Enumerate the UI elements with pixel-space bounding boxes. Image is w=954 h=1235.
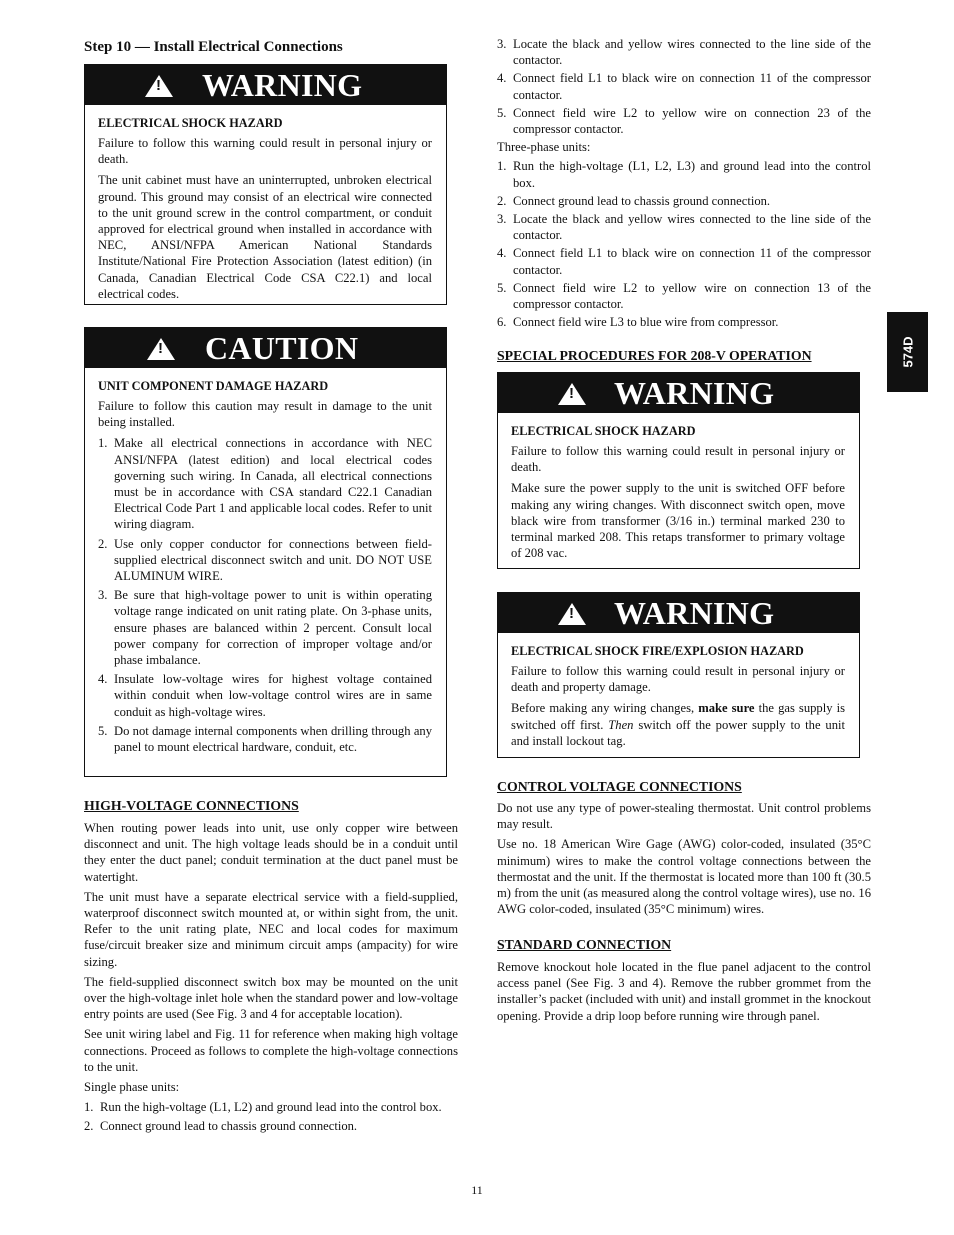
warning-box-fire xyxy=(497,592,860,758)
hazard-title: ELECTRICAL SHOCK HAZARD xyxy=(98,116,283,130)
warning-text: The unit cabinet must have an uninterrupted, unbroken electrical ground. This ground may consist of an electrical wire connected to the unit ground screw in the control compartment, or conduit approved for electrical ground when installed in accordance with NEC, ANSI/NFPA American National Standards Institute/National Fire Protection Association (latest edition) (in Canada, Canadian Electrical Code CSA C22.1) and local electrical codes. xyxy=(98,173,432,301)
caution-list xyxy=(98,435,432,755)
list-item: 4. Connect field L1 to black wire on connection 11 of the compressor contactor. xyxy=(497,246,871,277)
list-item: 1. Run the high-voltage (L1, L2) and ground lead into the control box. xyxy=(84,1100,442,1115)
list-item: 5. Connect field wire L2 to yellow wire on connection 13 of the compressor contactor. xyxy=(497,280,871,312)
warning-text: Failure to follow this warning could result in personal injury or death. xyxy=(511,444,845,475)
hazard-title: ELECTRICAL SHOCK HAZARD xyxy=(511,424,696,438)
warning-text: Before making any wiring changes, make sure the gas supply is switched off first. Then switch off the power supply to the unit and install lockout tag. xyxy=(511,701,845,748)
hazard-title: ELECTRICAL SHOCK FIRE/EXPLOSION HAZARD xyxy=(511,644,804,658)
warning-triangle-icon xyxy=(558,603,586,625)
warning-banner-text: WARNING xyxy=(614,595,775,631)
control-voltage-body xyxy=(497,800,871,917)
three-phase-list xyxy=(497,158,871,330)
three-phase-label: Three-phase units: xyxy=(497,140,591,155)
paragraph: See unit wiring label and Fig. 11 for reference when making high voltage connections. Proceed as follows to complete the high-voltage connections to the unit. xyxy=(84,1027,458,1074)
section-heading-control-voltage: CONTROL VOLTAGE CONNECTIONS xyxy=(497,779,742,794)
list-item: 5. Do not damage internal components when drilling through any panel to mount electrical hardware, conduit, etc. xyxy=(98,723,432,755)
list-item: 3. Locate the black and yellow wires connected to the line side of the contactor. xyxy=(497,212,871,243)
warning-banner xyxy=(498,373,859,413)
single-phase-list xyxy=(84,1099,458,1134)
high-voltage-body xyxy=(84,820,458,1138)
section-heading-high-voltage: HIGH-VOLTAGE CONNECTIONS xyxy=(84,798,299,813)
list-item: 1. Make all electrical connections in accordance with NEC ANSI/NFPA (latest edition) and local electrical codes governing such wiring. In Canada, all electrical connections must be in accordance with CSA standard C22.1 Canadian Electrical Code Part 1 and applicable local codes. Refer to unit wiring diagram. xyxy=(98,436,432,532)
caution-banner-text: CAUTION xyxy=(205,330,359,366)
warning-box-208v xyxy=(497,372,860,569)
step-title: Step 10 — Install Electrical Connections xyxy=(84,39,343,55)
list-item: 1. Run the high-voltage (L1, L2, L3) and ground lead into the control box. xyxy=(497,159,871,190)
paragraph: The unit must have a separate electrical service with a field-supplied, waterproof disconnect switch mounted at, or within sight from, the unit. Refer to the unit rating plate, NEC and local codes for maximum fuse/circuit breaker size and minimum circuit amps (ampacity) for wire sizing. xyxy=(84,889,458,969)
paragraph: Do not use any type of power-stealing thermostat. Unit control problems may result. xyxy=(497,801,871,832)
page-number: 11 xyxy=(471,1183,483,1197)
paragraph: The field-supplied disconnect switch box may be mounted on the unit over the high-voltage inlet hole when the standard power and low-voltage entry points are used (See Fig. 3 and 4 for acceptable location). xyxy=(84,974,458,1022)
warning-triangle-icon xyxy=(558,383,586,405)
warning-banner-text: WARNING xyxy=(614,375,775,411)
warning-banner xyxy=(498,593,859,633)
paragraph: Use no. 18 American Wire Gage (AWG) color-coded, insulated (35°C minimum) wires to make the control voltage connections between the thermostat and the unit. If the thermostat is located more than 100 ft (30.5 m) from the unit (as measured along the control voltage wires), use no. 16 AWG color-coded, insulated (35°C minimum) wires. xyxy=(497,837,871,917)
list-item: 3. Locate the black and yellow wires connected to the line side of the contactor. xyxy=(497,37,871,68)
caution-text: Failure to follow this caution may result in damage to the unit being installed. xyxy=(98,399,432,430)
list-item: 2. Use only copper conductor for connections between field-supplied electrical disconnect switch and unit. DO NOT USE ALUMINUM WIRE. xyxy=(98,536,432,584)
hazard-title: UNIT COMPONENT DAMAGE HAZARD xyxy=(98,379,329,393)
paragraph: When routing power leads into unit, use only copper wire between disconnect and unit. The high voltage leads should be in a conduit until they enter the duct panel; conduit termination at the duct panel must be watertight. xyxy=(84,821,458,884)
list-item: 2. Connect ground lead to chassis ground connection. xyxy=(497,193,771,208)
side-tab xyxy=(887,312,928,392)
warning-box-shock xyxy=(84,64,447,305)
list-item: 6. Connect field wire L3 to blue wire from compressor. xyxy=(497,315,779,330)
warning-triangle-icon xyxy=(145,75,173,97)
side-tab-label: 574D xyxy=(900,336,915,368)
warning-text: Make sure the power supply to the unit is switched OFF before making any wiring changes. With disconnect switch open, move black wire from transformer (3/16 in.) terminal marked 230 to terminal marked 208. This retaps transformer to primary voltage of 208 vac. xyxy=(511,481,845,561)
list-item: 4. Connect field L1 to black wire on connection 11 of the compressor contactor. xyxy=(497,71,871,102)
section-heading-standard-connection: STANDARD CONNECTION xyxy=(497,937,672,952)
standard-connection-body xyxy=(497,959,871,1024)
paragraph: Remove knockout hole located in the flue panel adjacent to the control access panel (See Fig. 3 and 4). Remove the rubber grommet from the installer’s packet (included with unit) and install grommet in the knockout opening. Provide a drip loop before running wire through panel. xyxy=(497,960,871,1023)
list-item: 4. Insulate low-voltage wires for highest voltage contained within conduit when low-voltage control wires are in same conduit as high-voltage wires. xyxy=(98,672,432,719)
warning-banner-text: WARNING xyxy=(202,67,363,103)
caution-box xyxy=(84,327,447,777)
single-phase-list-continued xyxy=(497,36,871,332)
list-item: 5. Connect field wire L2 to yellow wire on connection 23 of the compressor contactor. xyxy=(497,105,871,137)
caution-triangle-icon xyxy=(147,338,175,360)
single-phase-list-cont xyxy=(497,36,871,137)
warning-banner xyxy=(85,65,446,105)
section-heading-208v: SPECIAL PROCEDURES FOR 208-V OPERATION xyxy=(497,348,812,363)
single-phase-label: Single phase units: xyxy=(84,1080,180,1095)
warning-text: Failure to follow this warning could result in personal injury or death. xyxy=(98,136,432,167)
caution-banner xyxy=(85,328,446,368)
list-item: 3. Be sure that high-voltage power to unit is within operating voltage range indicated on unit rating plate. On 3-phase units, ensure phases are balanced within 2 percent. Consult local power company for correction of improper voltage and/or phase imbalance. xyxy=(98,588,432,668)
list-item: 2. Connect ground lead to chassis ground connection. xyxy=(84,1119,358,1134)
warning-text: Failure to follow this warning could result in personal injury or death and property damage. xyxy=(511,664,845,695)
